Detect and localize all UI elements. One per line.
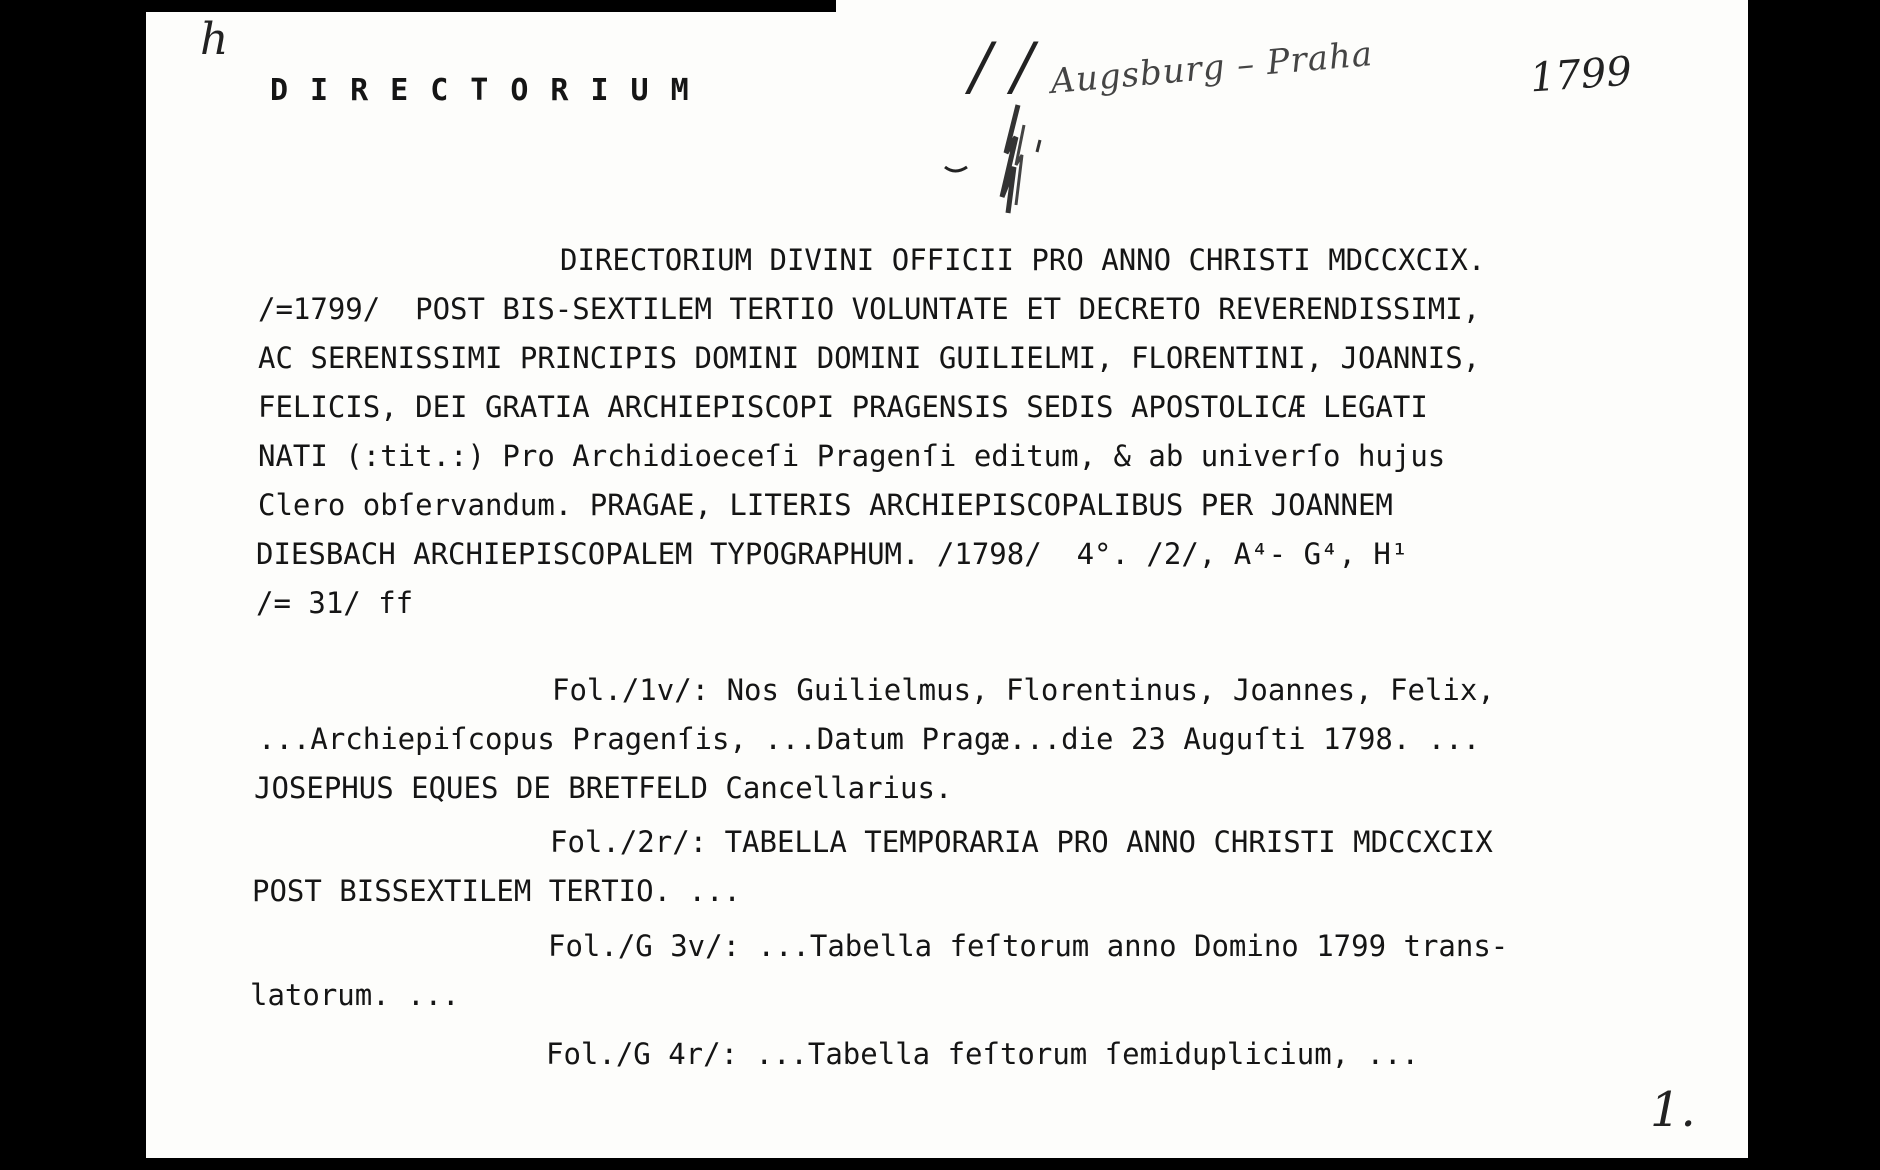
title-line-3: AC SERENISSIMI PRINCIPIS DOMINI DOMINI GUILIELMI, FLORENTINI, JOANNIS, (258, 341, 1481, 375)
folio-note-g4r: Fol./G 4r/: ...Tabella feſtorum ſemiduplicium, ... (546, 1037, 1419, 1071)
title-line-8: /= 31/ ff (256, 586, 414, 620)
title-line-7: DIESBACH ARCHIEPISCOPALEM TYPOGRAPHUM. /1798/ 4°. /2/, A⁴- G⁴, H¹ (256, 537, 1409, 571)
title-line-2: /=1799/ POST BIS-SEXTILEM TERTIO VOLUNTATE ET DECRETO REVERENDISSIMI, (258, 292, 1481, 326)
folio-note-1v: Fol./1v/: Nos Guilielmus, Florentinus, Joannes, Felix, (552, 673, 1495, 707)
title-line-5: NATI (:tit.:) Pro Archidioeceſi Pragenſi editum, & ab univerſo hujus (258, 439, 1446, 473)
folio-note-g3v: Fol./G 3v/: ...Tabella feſtorum anno Domino 1799 trans- (548, 929, 1509, 963)
folio-note-2r: Fol./2r/: TABELLA TEMPORARIA PRO ANNO CHRISTI MDCCXCIX (550, 825, 1493, 859)
handwritten-slash-marks: / / (970, 30, 1034, 104)
handwritten-corner-mark: h (200, 14, 229, 65)
title-line-4: FELICIS, DEI GRATIA ARCHIEPISCOPI PRAGENSIS SEDIS APOSTOLICÆ LEGATI (258, 390, 1428, 424)
folio-note-2r-cont-1: POST BISSEXTILEM TERTIO. ... (252, 874, 741, 908)
folio-note-1v-cont-1: ...Archiepiſcopus Pragenſis, ...Datum Pragæ...die 23 Auguſti 1798. ... (258, 722, 1481, 756)
handwritten-year: 1799 (1528, 48, 1634, 102)
folio-note-1v-cont-2: JOSEPHUS EQUES DE BRETFELD Cancellarius. (254, 771, 953, 805)
handwritten-scribble (940, 95, 1060, 235)
handwritten-page-number: 1. (1650, 1082, 1696, 1138)
scan-border-right (1748, 0, 1880, 1170)
card-heading: DIRECTORIUM (270, 73, 711, 108)
title-line-1: DIRECTORIUM DIVINI OFFICII PRO ANNO CHRISTI MDCCXCIX. (560, 243, 1486, 277)
folio-note-g3v-cont-1: latorum. ... (250, 978, 460, 1012)
scan-border-top (146, 0, 836, 12)
handwritten-place-note: Augsburg – Praha (1048, 33, 1375, 103)
title-line-6: Clero obſervandum. PRAGAE, LITERIS ARCHIEPISCOPALIBUS PER JOANNEM (258, 488, 1393, 522)
